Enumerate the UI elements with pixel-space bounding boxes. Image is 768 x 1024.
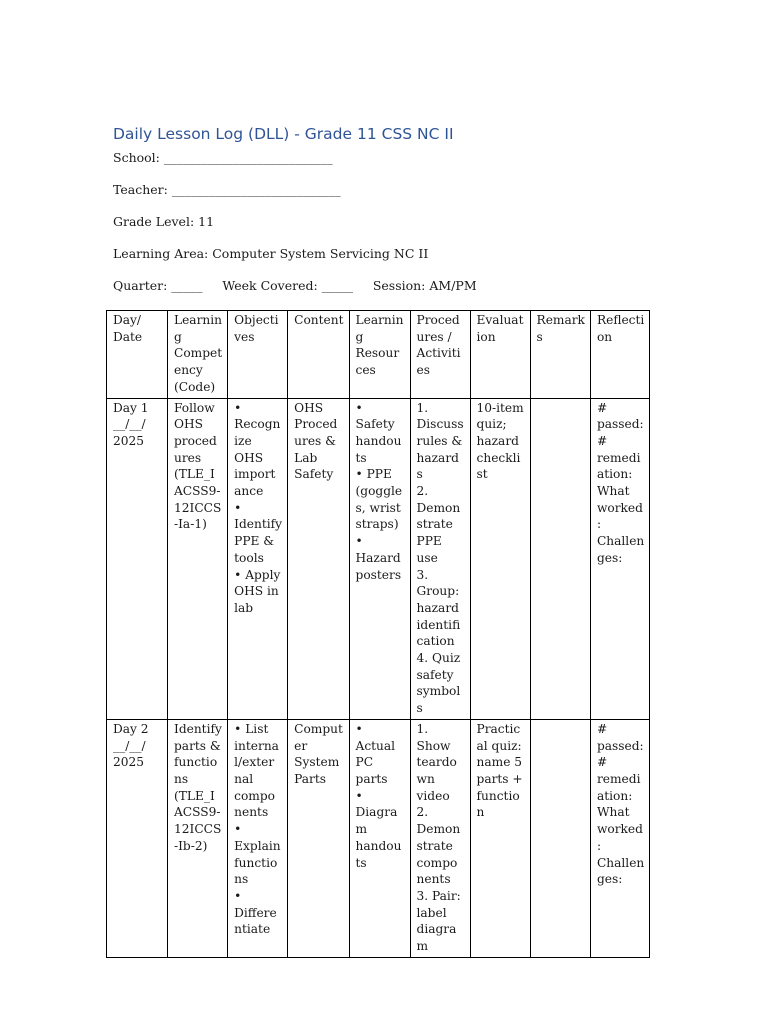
header-content: Content (288, 311, 349, 399)
cell-remarks (530, 719, 590, 957)
cell-learning-resources: • Actual PC parts • Diagra m handou ts (349, 719, 410, 957)
cell-day-date: Day 1 __/__/ 2025 (107, 398, 168, 719)
header-learning-competency: Learnin g Compet ency (Code) (168, 311, 228, 399)
cell-reflection: # passed: # remedi ation: What worked : Challen ges: (590, 719, 649, 957)
cell-content: OHS Proced ures & Lab Safety (288, 398, 349, 719)
table-header-row (107, 311, 650, 399)
cell-evaluation: Practic al quiz: name 5 parts + functio n (470, 719, 530, 957)
cell-objectives: • Recogn ize OHS import ance • Identify PPE & tools • Apply OHS in lab (228, 398, 288, 719)
document-title: Daily Lesson Log (DLL) - Grade 11 CSS NC II (113, 125, 454, 143)
header-procedures: Proced ures / Activiti es (410, 311, 470, 399)
table-row (107, 719, 650, 957)
header-objectives: Objecti ves (228, 311, 288, 399)
cell-reflection: # passed: # remedi ation: What worked : Challen ges: (590, 398, 649, 719)
header-evaluation: Evaluat ion (470, 311, 530, 399)
header-remarks: Remark s (530, 311, 590, 399)
header-day-date: Day/ Date (107, 311, 168, 399)
cell-objectives: • List interna l/exter nal compo nents • Explain functio ns • Differe ntiate (228, 719, 288, 957)
teacher-field: Teacher: ___________________________ (113, 182, 341, 197)
cell-learning-competency: Follow OHS proced ures (TLE_I ACSS9- 12ICCS -Ia-1) (168, 398, 228, 719)
cell-content: Comput er System Parts (288, 719, 349, 957)
grade-level-field: Grade Level: 11 (113, 214, 215, 229)
header-reflection: Reflecti on (590, 311, 649, 399)
lesson-log-table (106, 310, 650, 958)
cell-evaluation: 10-item quiz; hazard checkli st (470, 398, 530, 719)
cell-remarks (530, 398, 590, 719)
learning-area-field: Learning Area: Computer System Servicing NC II (113, 246, 429, 261)
cell-procedures: 1. Show teardo wn video 2. Demon strate compo nents 3. Pair: label diagra m (410, 719, 470, 957)
cell-learning-resources: • Safety handou ts • PPE (goggle s, wrist straps) • Hazard posters (349, 398, 410, 719)
cell-procedures: 1. Discuss rules & hazard s 2. Demon strate PPE use 3. Group: hazard identifi cation 4. Quiz safety symbol s (410, 398, 470, 719)
cell-learning-competency: Identify parts & functio ns (TLE_I ACSS9- 12ICCS -Ib-2) (168, 719, 228, 957)
header-learning-resources: Learnin g Resour ces (349, 311, 410, 399)
quarter-week-session-line: Quarter: _____ Week Covered: _____ Session: AM/PM (113, 278, 477, 293)
cell-day-date: Day 2 __/__/ 2025 (107, 719, 168, 957)
table-row (107, 398, 650, 719)
school-field: School: ___________________________ (113, 150, 333, 165)
